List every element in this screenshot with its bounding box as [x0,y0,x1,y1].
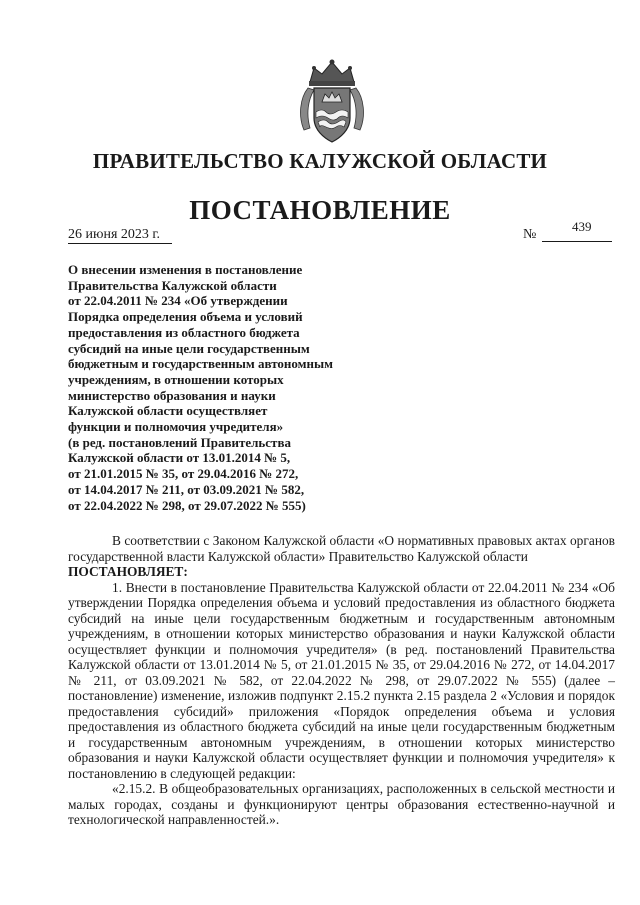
subject-line: учреждениям, в отношении которых [68,371,284,387]
subject-line: Калужской области от 13.01.2014 № 5, [68,450,291,466]
subject-line: предоставления из областного бюджета [68,324,300,340]
subject-line: субсидий на иные цели государственным [68,340,310,356]
document-number: 439 [572,219,592,234]
subject-line: от 22.04.2022 № 298, от 29.07.2022 № 555) [68,497,306,513]
subject-line: Калужской области осуществляет [68,403,268,419]
subject-line: бюджетным и государственным автономным [68,356,334,372]
document-body [68,533,615,828]
subject-line: от 14.04.2017 № 211, от 03.09.2021 № 582, [68,481,305,497]
subject-line: Порядка определения объема и условий [68,309,303,325]
subject-line: О внесении изменения в постановление [68,262,303,277]
subject-line: от 21.01.2015 № 35, от 29.04.2016 № 272, [68,466,299,482]
subject-line: от 22.04.2011 № 234 «Об утверждении [68,293,288,309]
subject-line: (в ред. постановлений Правительства [68,434,291,450]
subject-line: министерство образования и науки [68,387,276,403]
document-type: ПОСТАНОВЛЕНИЕ [189,195,451,225]
document-date: 26 июня 2023 г. [68,227,172,244]
document-subject [68,262,350,513]
subject-line: Правительства Калужской области [68,277,277,293]
kaluga-coat-of-arms-icon [296,58,368,144]
number-label: № [523,227,537,242]
quoted-amendment: «2.15.2. В общеобразовательных организациях, расположенных в сельской местности и малых городах, созданы и функционируют центры образования естественно-научной и технологической направленностей.». [68,781,615,827]
subject-line: функции и полномочия учредителя» [68,419,284,435]
resolve-heading: ПОСТАНОВЛЯЕТ: [68,564,188,579]
government-name: ПРАВИТЕЛЬСТВО КАЛУЖСКОЙ ОБЛАСТИ [92,149,548,173]
item-1-paragraph: 1. Внести в постановление Правительства Калужской области от 22.04.2011 № 234 «Об утверждении Порядка определения объема и условий предоставления из областного бюджета субсидий на иные цели государственным бюджетным и государственным автономным учреждениям, в отношении которых министерство образования и науки Калужской области осуществляет функции и полномочия учредителя» (в ред. постановлений Правительства Калужской области от 13.01.2014 № 5, от 21.01.2015 № 35, от 29.04.2016 № 272, от 14.04.2017 № 211, от 03.09.2021 № 582, от 22.04.2022 № 298, от 29.07.2022 № 555) (далее – постановление) изменение, изложив подпункт 2.15.2 пункта 2.15 раздела 2 «Условия и порядок предоставления субсидий» приложения «Порядок определения объема и условия предоставления из областного бюджета субсидий на иные цели государственным бюджетным и государственным автономным учреждениям, в отношении которых министерство образования и науки Калужской области осуществляет функции и полномочия учредителя» к постановлению в следующей редакции: [68,579,615,781]
intro-paragraph: В соответствии с Законом Калужской области «О нормативных правовых актах органов государственной власти Калужской области» Правительство Калужской области [68,533,615,564]
number-underline [542,241,612,242]
